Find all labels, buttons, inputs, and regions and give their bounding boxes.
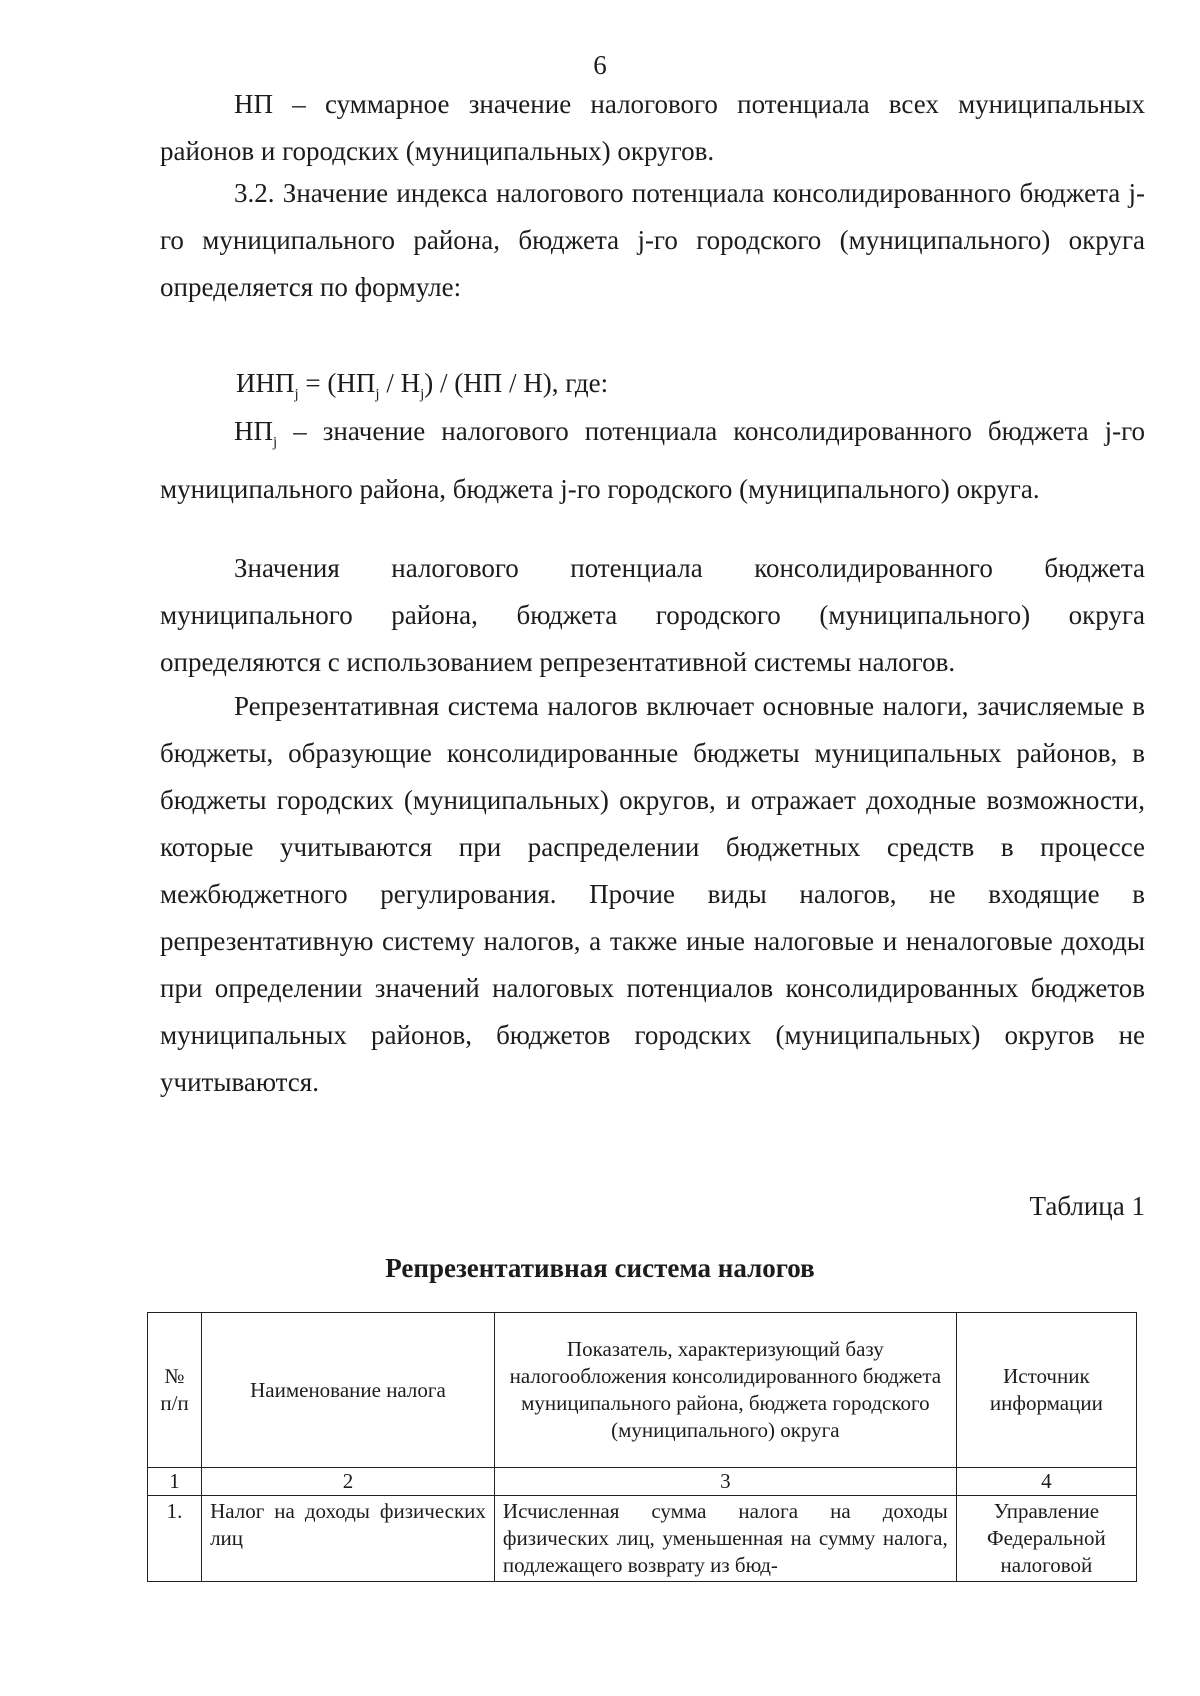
- page-number: 6: [593, 50, 607, 80]
- column-number-4: 4: [956, 1468, 1136, 1496]
- paragraph-np-j-definition: $НП_j$ – значение налогового потенциала консолидированного бюджета j-го муниципального района, бюджета j-го городского (муниципального) округа.: [160, 416, 1145, 505]
- column-number-3: 3: [494, 1468, 956, 1496]
- table-row: [148, 1496, 1137, 1582]
- paragraph-section-3-2: 3.2. Значение индекса налогового потенциала консолидированного бюджета j-го муниципального района, бюджета j-го городского (муниципального) округа определяется по формуле:: [160, 178, 1145, 302]
- header-indicator: Показатель, характеризующий базу налогообложения консолидированного бюджета муниципального района, бюджета городского (муниципального) округа: [494, 1313, 956, 1468]
- table-header-row: [148, 1313, 1137, 1468]
- column-number-1: 1: [148, 1468, 202, 1496]
- paragraph-np-values: Значения налогового потенциала консолидированного бюджета муниципального района, бюджета городского (муниципального) округа определяются с использованием репрезентативной системы налогов.: [160, 553, 1145, 677]
- header-tax-name: Наименование налога: [202, 1313, 495, 1468]
- paragraph-representative-system: Репрезентативная система налогов включает основные налоги, зачисляемые в бюджеты, образующие консолидированные бюджеты муниципальных районов, в бюджеты городских (муниципальных) округов, и отражает доходные возможности, которые учитываются при распределении бюджетных средств в процессе межбюджетного регулирования. Прочие виды налогов, не входящие в репрезентативную систему налогов, а также иные налоговые и неналоговые доходы при определении значений налоговых потенциалов консолидированных бюджетов муниципальных районов, бюджетов городских (муниципальных) округов не учитываются.: [160, 691, 1145, 1097]
- table-title: Репрезентативная система налогов: [385, 1253, 815, 1283]
- row-number: 1.: [148, 1496, 202, 1582]
- row-source: Управление Федеральной налоговой: [956, 1496, 1136, 1582]
- table-column-number-row: [148, 1468, 1137, 1496]
- header-number: № п/п: [148, 1313, 202, 1468]
- table-caption: Таблица 1: [1029, 1191, 1145, 1221]
- row-indicator: Исчисленная сумма налога на доходы физических лиц, уменьшенная на сумму налога, подлежащего возврату из бюд-: [494, 1496, 956, 1582]
- formula-inp: $ИНП_j = (НП_j / Н_j) / (НП / Н)$, где:: [236, 368, 609, 403]
- representative-tax-table: [147, 1312, 1137, 1582]
- paragraph-np-definition: НП – суммарное значение налогового потенциала всех муниципальных районов и городских (муниципальных) округов.: [160, 89, 1145, 166]
- column-number-2: 2: [202, 1468, 495, 1496]
- header-source: Источник информации: [956, 1313, 1136, 1468]
- row-tax-name: Налог на доходы физических лиц: [202, 1496, 495, 1582]
